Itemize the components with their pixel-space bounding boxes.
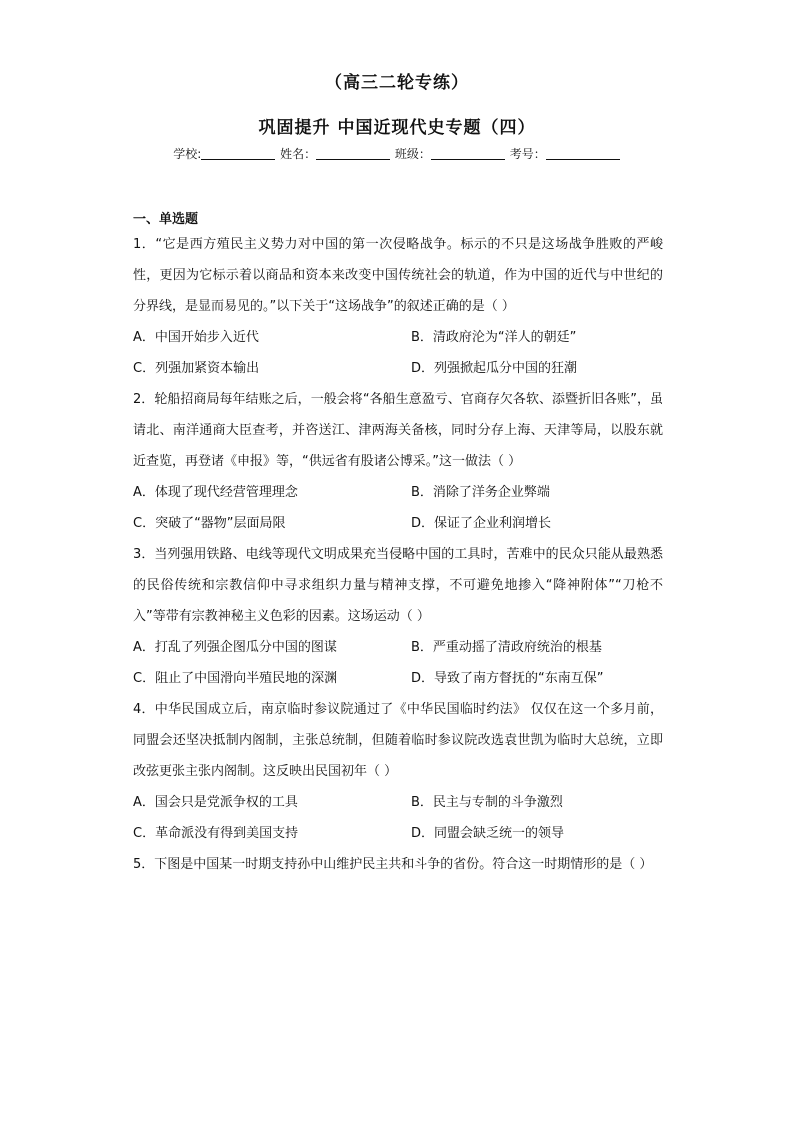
name-blank[interactable]	[316, 147, 390, 160]
school-blank[interactable]	[201, 147, 275, 160]
exam-title: 巩固提升 中国近现代史专题（四）	[258, 118, 536, 138]
exam-subtitle: （高三二轮专练）	[325, 73, 469, 93]
question-options	[133, 632, 663, 694]
question-stem: 2．轮船招商局每年结账之后，一般会将“各船生意盈亏、官商存欠各软、添暨折旧各账”，虽请北、南洋通商大臣查考，并咨送江、津两海关备核，同时分存上海、天津等局，以股东就近查览，再登诸《申报》等，“供远省有股诸公博采。”这一做法（ ）	[133, 392, 663, 469]
option-b[interactable]: B．清政府沦为“洋人的朝廷”	[411, 330, 577, 345]
option-d[interactable]: D．保证了企业利润增长	[411, 516, 552, 531]
option-b[interactable]: B．民主与专制的斗争激烈	[411, 795, 563, 810]
option-b[interactable]: B．严重动摇了清政府统治的根基	[411, 640, 602, 655]
question-stem: 1．“它是西方殖民主义势力对中国的第一次侵略战争。标示的不只是这场战争胜败的严峻性，更因为它标示着以商品和资本来改变中国传统社会的轨道，作为中国的近代与中世纪的分界线，是显而易见的。”以下关于“这场战争”的叙述正确的是（ ）	[133, 237, 663, 314]
option-d[interactable]: D．导致了南方督抚的“东南互保”	[411, 671, 604, 686]
section-heading: 一、单选题	[133, 212, 199, 227]
name-label: 姓名：	[280, 147, 317, 161]
question-stem: 3．当列强用铁路、电线等现代文明成果充当侵略中国的工具时，苦难中的民众只能从最熟悉的民俗传统和宗教信仰中寻求组织力量与精神支撑，不可避免地掺入“降神附体”“刀枪不入”等带有宗教神秘主义色彩的因素。这场运动（ ）	[133, 547, 663, 624]
option-c[interactable]: C．突破了“器物”层面局限	[133, 516, 286, 531]
option-a[interactable]: A．国会只是党派争权的工具	[133, 795, 298, 810]
option-c[interactable]: C．阻止了中国滑向半殖民地的深渊	[133, 671, 338, 686]
school-label: 学校:	[173, 147, 202, 161]
option-d[interactable]: D．列强掀起瓜分中国的狂潮	[411, 361, 578, 376]
option-d[interactable]: D．同盟会缺乏统一的领导	[411, 826, 565, 841]
option-a[interactable]: A．打乱了列强企图瓜分中国的图谋	[133, 640, 337, 655]
exam-number-label: 考号：	[509, 147, 546, 161]
question-options	[133, 322, 663, 384]
student-info-row	[0, 145, 794, 162]
question-stem: 4．中华民国成立后，南京临时参议院通过了《中华民国临时约法》 仅仅在这一个多月前，同盟会还坚决抵制内阁制，主张总统制，但随着临时参议院改选袁世凯为临时大总统，立即改弦更张主张内阁制。这反映出民国初年（ ）	[133, 702, 663, 779]
option-a[interactable]: A．中国开始步入近代	[133, 330, 259, 345]
option-b[interactable]: B．消除了洋务企业弊端	[411, 485, 550, 500]
option-c[interactable]: C．列强加紧资本输出	[133, 361, 260, 376]
question-options	[133, 477, 663, 539]
question-options	[133, 787, 663, 849]
question-stem: 5．下图是中国某一时期支持孙中山维护民主共和斗争的省份。符合这一时期情形的是（ ）	[133, 857, 653, 872]
exam-number-blank[interactable]	[546, 147, 620, 160]
option-a[interactable]: A．体现了现代经营管理理念	[133, 485, 298, 500]
class-blank[interactable]	[431, 147, 505, 160]
option-c[interactable]: C．革命派没有得到美国支持	[133, 826, 299, 841]
class-label: 班级：	[394, 147, 431, 161]
questions-body	[133, 229, 663, 880]
